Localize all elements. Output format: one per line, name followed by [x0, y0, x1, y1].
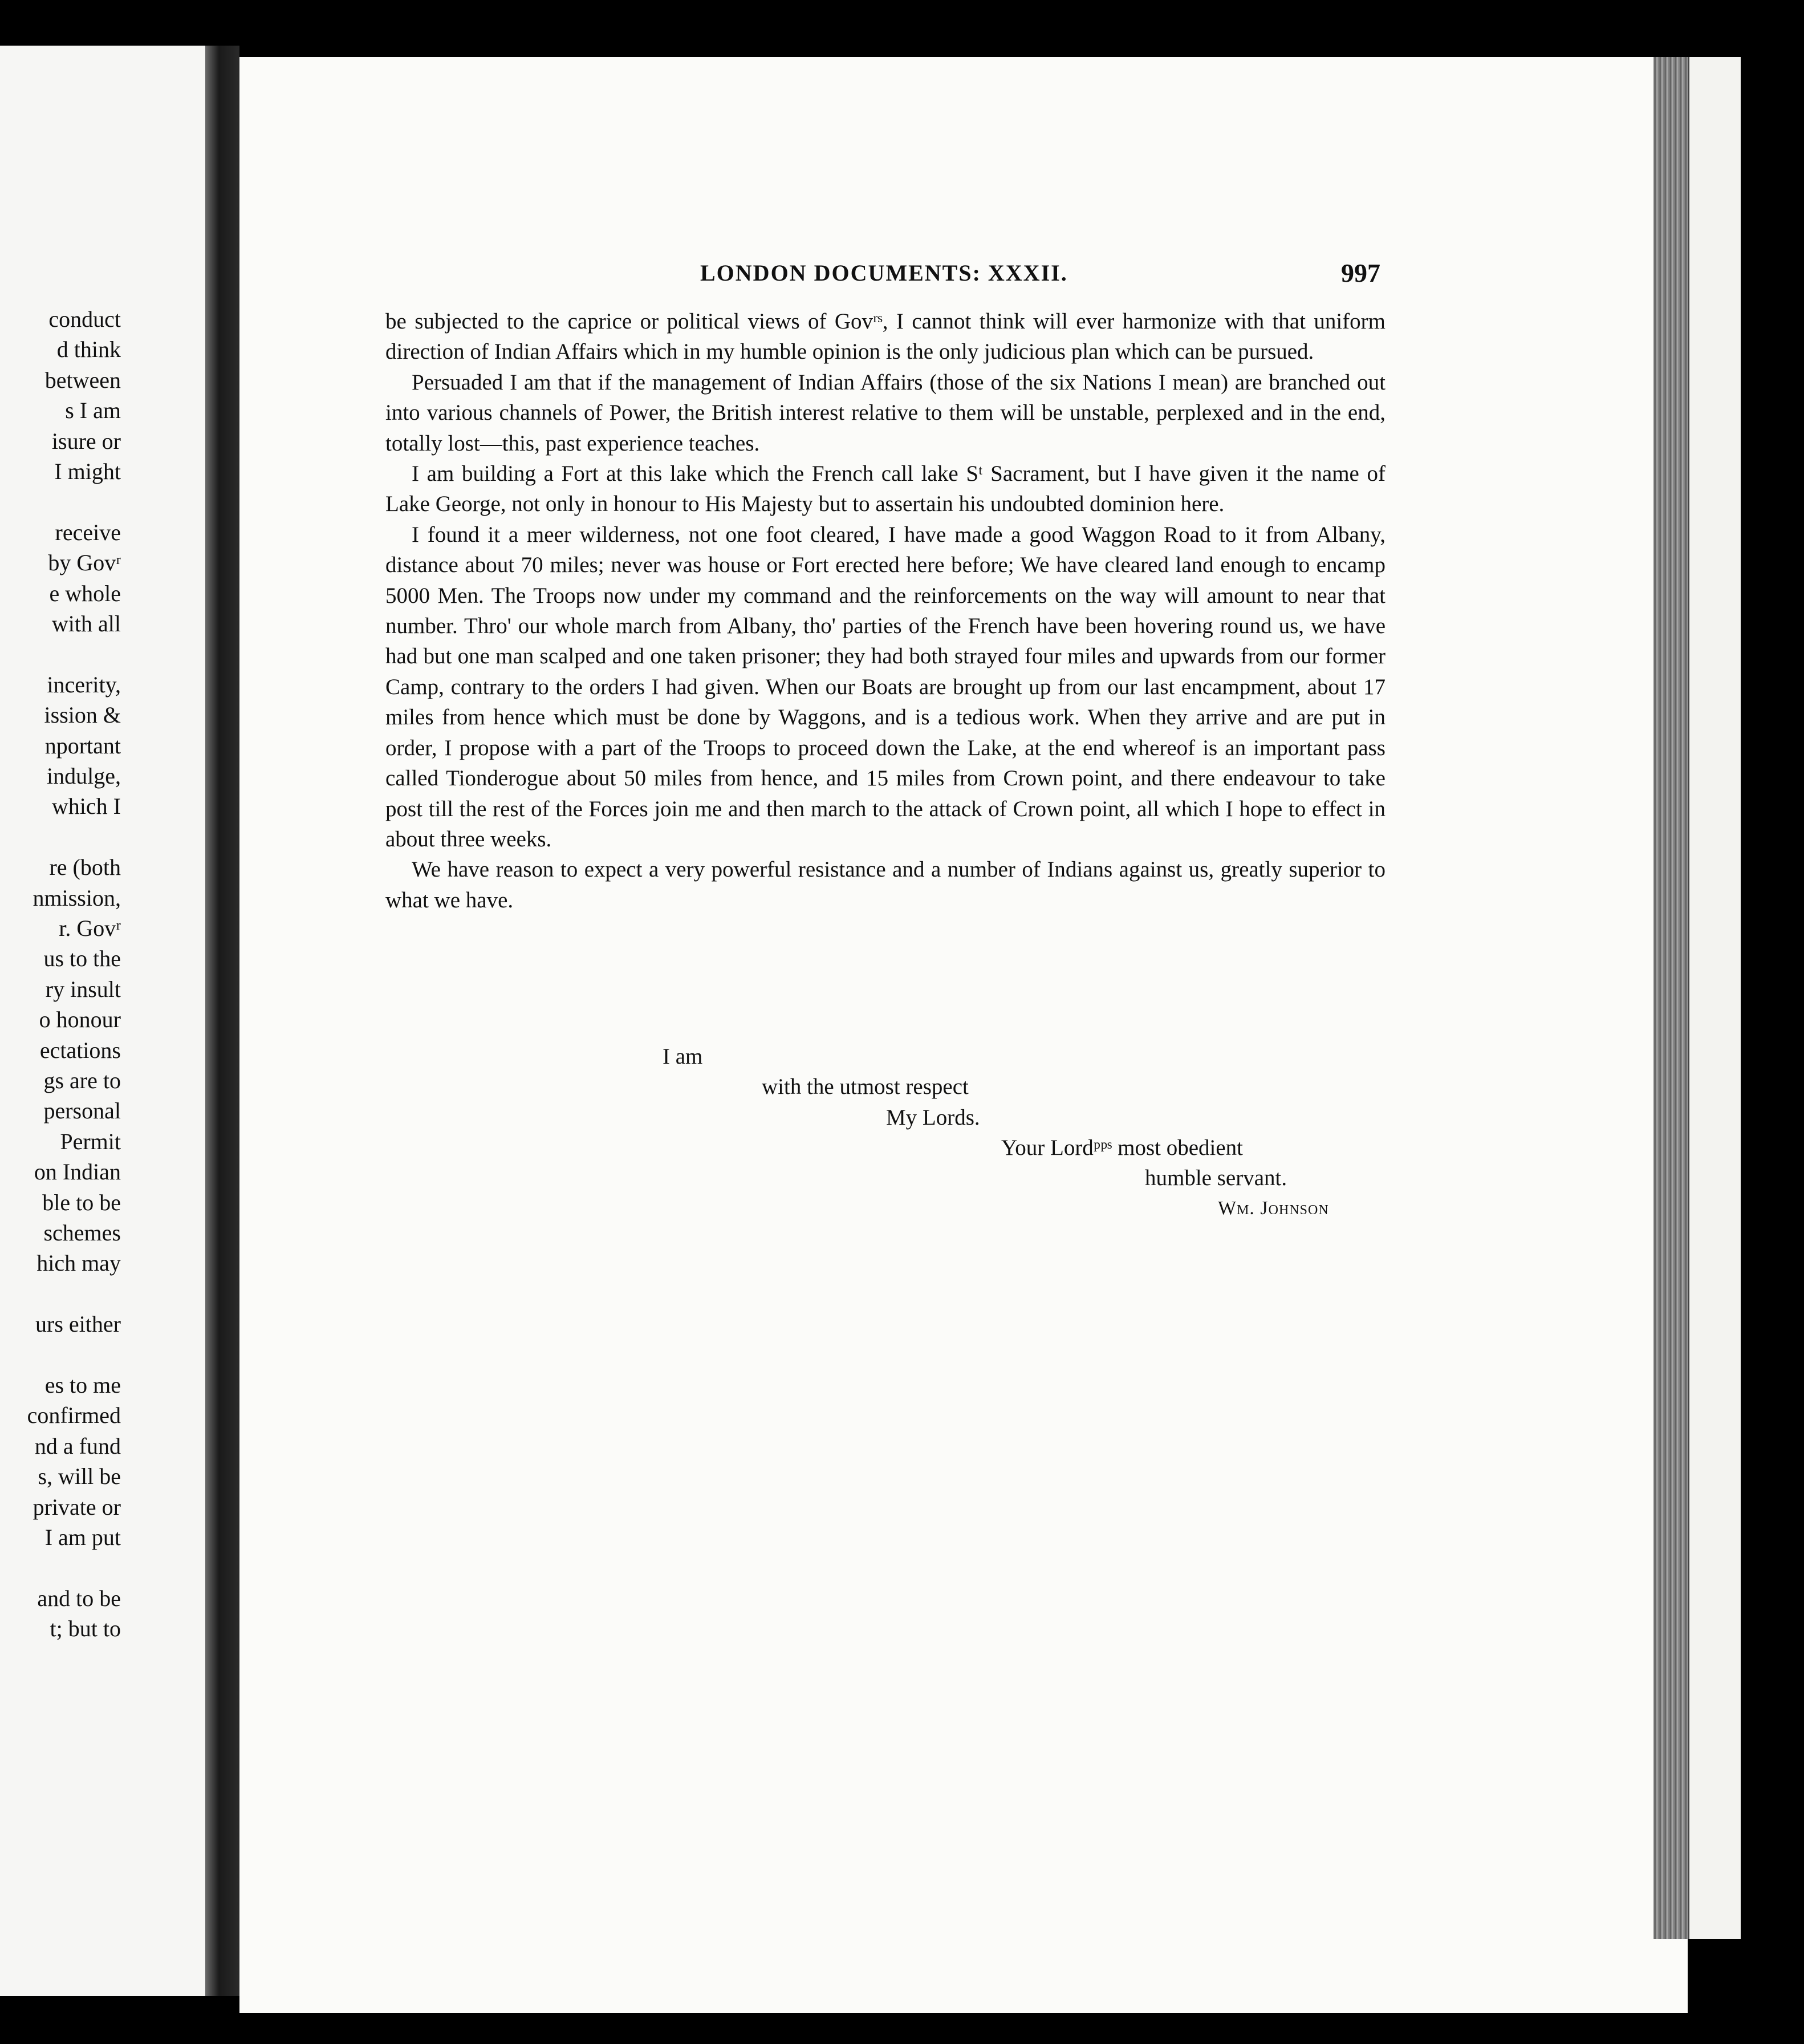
left-page-line: s I am — [65, 398, 121, 423]
left-page-line: private or — [32, 1494, 121, 1520]
left-page-line: re (both — [49, 854, 121, 880]
left-page-line: o honour — [39, 1007, 121, 1032]
left-page-line: isure or — [51, 428, 121, 454]
left-page-line: which I — [51, 793, 121, 819]
page-edges — [1653, 57, 1688, 1939]
left-page-line: ble to be — [42, 1190, 121, 1215]
signature: Wm. Johnson — [1218, 1198, 1329, 1219]
left-page-line: e whole — [49, 581, 121, 606]
left-page-line: us to the — [43, 946, 121, 971]
closing-line: My Lords. — [886, 1105, 980, 1130]
paragraph: be subjected to the caprice or political views of Govʳˢ, I cannot think will ever harmonize with that uniform direction of Indian Affairs which in my humble opinion is the only judicious plan which can be pursued. — [385, 309, 1385, 364]
running-head: LONDON DOCUMENTS: XXXII. — [700, 260, 1068, 286]
left-page-line: receive — [55, 520, 121, 545]
left-page-line: indulge, — [47, 763, 121, 789]
page-edge-outer — [1688, 57, 1741, 1939]
left-page-line: and to be — [37, 1585, 121, 1611]
left-page-line: urs either — [35, 1311, 121, 1337]
left-page-line: confirmed — [27, 1402, 121, 1428]
left-page-line: t; but to — [50, 1616, 121, 1641]
closing-line: I am — [663, 1044, 703, 1069]
left-page-line: gs are to — [43, 1068, 121, 1093]
left-page-line: I am put — [44, 1524, 121, 1550]
left-page-line: Permit — [60, 1129, 121, 1154]
left-page-line: nmission, — [32, 885, 121, 911]
left-page-line: I might — [54, 459, 121, 484]
left-page-line: ry insult — [45, 976, 121, 1002]
left-page-line: hich may — [36, 1250, 121, 1276]
left-page-line: schemes — [43, 1220, 121, 1246]
left-page-line: by Govʳ — [48, 550, 121, 575]
left-page-line: between — [44, 367, 121, 393]
closing-line: with the utmost respect — [762, 1074, 969, 1099]
left-page-line: on Indian — [34, 1159, 121, 1185]
left-page-line: with all — [51, 611, 121, 636]
page-number: 997 — [1341, 258, 1380, 287]
closing-line: humble servant. — [1145, 1166, 1287, 1190]
left-page-line: ission & — [44, 702, 121, 728]
left-page-line: nd a fund — [34, 1433, 121, 1459]
left-page-line: r. Govʳ — [59, 915, 121, 941]
closing-line: Your Lordᵖᵖˢ most obedient — [1001, 1135, 1243, 1160]
paragraph: We have reason to expect a very powerful resistance and a number of Indians against us, greatly superior to what we have. — [385, 857, 1385, 912]
left-page-line: personal — [43, 1098, 121, 1124]
left-page-line: es to me — [44, 1372, 121, 1398]
left-page-line: ectations — [39, 1037, 121, 1063]
left-page-line: nportant — [44, 733, 121, 759]
book-gutter — [205, 46, 239, 1996]
paragraph: Persuaded I am that if the management of Indian Affairs (those of the six Nations I mean) are branched out into various channels of Power, the British interest relative to them will be unstable, perplexed and in the end, totally lost—this, past experience teaches. — [385, 370, 1385, 456]
paragraph: I found it a meer wilderness, not one foot cleared, I have made a good Waggon Road to it from Albany, distance about 70 miles; never was house or Fort erected here before; We have cleared land enough to encamp 5000 Men. The Troops now under my command and the reinforcements on the way will amount to near that number. Thro' our whole march from Albany, tho' parties of the French have been hovering round us, we have had but one man scalped and one taken prisoner; they had both strayed four miles and upwards from our former Camp, contrary to the orders I had given. When our Boats are brought up from our last encampment, about 17 miles from hence which must be done by Waggons, and is a tedious work. When they arrive and are put in order, I propose with a part of the Troops to proceed down the Lake, at the end whereof is an important pass called Tionderogue about 50 miles from hence, and 15 miles from Crown point, and there endeavour to take post till the rest of the Forces join me and then march to the attack of Crown point, all which I hope to effect in about three weeks. — [385, 522, 1385, 851]
paragraph: I am building a Fort at this lake which the French call lake Sᵗ Sacrament, but I have given it the name of Lake George, not only in honour to His Majesty but to assertain his undoubted dominion here. — [385, 461, 1385, 517]
left-page-line: d think — [56, 336, 121, 362]
left-page-line: conduct — [48, 306, 121, 332]
left-page-line: incerity, — [47, 672, 121, 697]
letter-body — [385, 306, 1385, 915]
left-page-line: s, will be — [38, 1463, 121, 1489]
left-page-fragment — [0, 46, 205, 1996]
